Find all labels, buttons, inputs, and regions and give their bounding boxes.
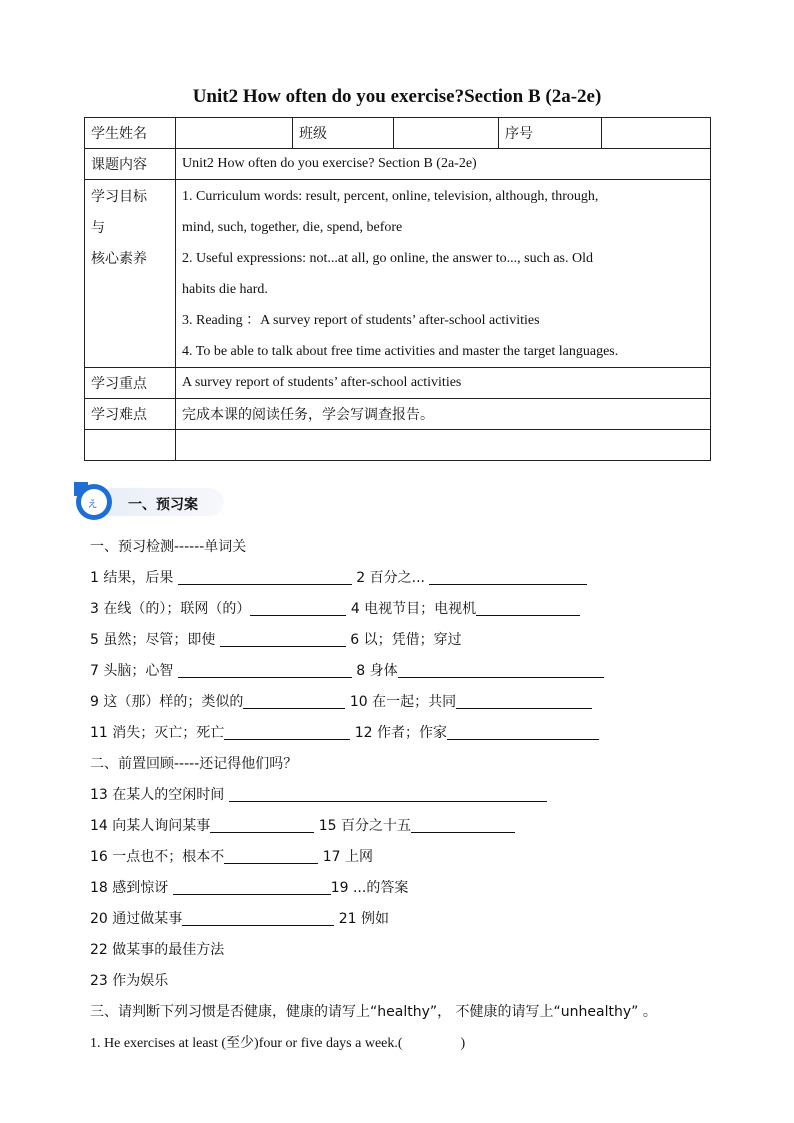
topic-label: 课题内容 (85, 149, 176, 180)
worksheet-body (90, 532, 710, 1059)
goal-line: habits die hard. (182, 281, 268, 297)
goal-line: 1. Curriculum words: result, percent, online, television, although, through, (182, 188, 599, 204)
focus-value: A survey report of students’ after-school activities (176, 368, 711, 399)
goals-label: 学习目标 与 核心素养 (85, 180, 176, 368)
goal-line: 2. Useful expressions: not...at all, go online, the answer to..., such as. Old (182, 250, 593, 266)
list-item: 1 结果，后果 2 百分之... (90, 563, 710, 594)
section-heading: 一、预习检测------单词关 (90, 539, 247, 555)
list-item: 16 一点也不；根本不 17 上网 (90, 849, 373, 865)
list-item: 23 作为娱乐 (90, 973, 169, 989)
goal-line: 3. Reading ：A survey report of students’ after-school activities (182, 312, 540, 328)
list-item: 14 向某人询问某事 15 百分之十五 (90, 811, 710, 842)
section-heading: 二、前置回顾-----还记得他们吗？ (90, 756, 298, 772)
class-cell[interactable] (394, 118, 499, 149)
focus-label: 学习重点 (85, 368, 176, 399)
info-table (84, 117, 711, 461)
goal-line: mind, such, together, die, spend, before (182, 219, 403, 235)
topic-value: Unit2 How often do you exercise? Section B (2a-2e) (176, 149, 711, 180)
class-label: 班级 (293, 118, 394, 149)
goals-list (176, 180, 711, 368)
difficulty-label: 学习难点 (85, 399, 176, 430)
list-item: 1. He exercises at least (至少)four or five days a week.( ) (90, 1036, 466, 1051)
student-name-cell[interactable] (176, 118, 293, 149)
list-item: 7 头脑；心智 8 身体 (90, 656, 710, 687)
section-heading: 三、请判断下列习惯是否健康，健康的请写上“healthy”， 不健康的请写上“unhealthy” 。 (90, 1004, 657, 1020)
difficulty-value: 完成本课的阅读任务，学会写调查报告。 (176, 399, 711, 430)
list-item: 22 做某事的最佳方法 (90, 942, 225, 958)
seat-no-label: 序号 (499, 118, 602, 149)
page-title: Unit2 How often do you exercise?Section B (2a-2e) (192, 86, 602, 107)
list-item: 5 虽然；尽管；即使 6 以；凭借；穿过 (90, 632, 462, 648)
list-item: 11 消失；灭亡；死亡 12 作者；作家 (90, 718, 710, 749)
empty-cell (176, 430, 711, 461)
section-banner (76, 484, 226, 518)
svg-text:ぇ: ぇ (86, 496, 100, 511)
runner-icon (84, 493, 104, 511)
empty-cell (85, 430, 176, 461)
list-item: 13 在某人的空闲时间 (90, 780, 710, 811)
seat-no-cell[interactable] (602, 118, 711, 149)
list-item: 18 感到惊讶 19 ...的答案 (90, 880, 409, 896)
goal-line: 4. To be able to talk about free time activities and master the target languages. (182, 343, 619, 359)
list-item: 20 通过做某事 21 例如 (90, 911, 389, 927)
student-name-label: 学生姓名 (85, 118, 176, 149)
list-item: 9 这（那）样的；类似的 10 在一起；共同 (90, 687, 710, 718)
banner-title: 一、预习案 (128, 497, 198, 513)
list-item: 3 在线（的）；联网（的） 4 电视节目；电视机 (90, 594, 710, 625)
